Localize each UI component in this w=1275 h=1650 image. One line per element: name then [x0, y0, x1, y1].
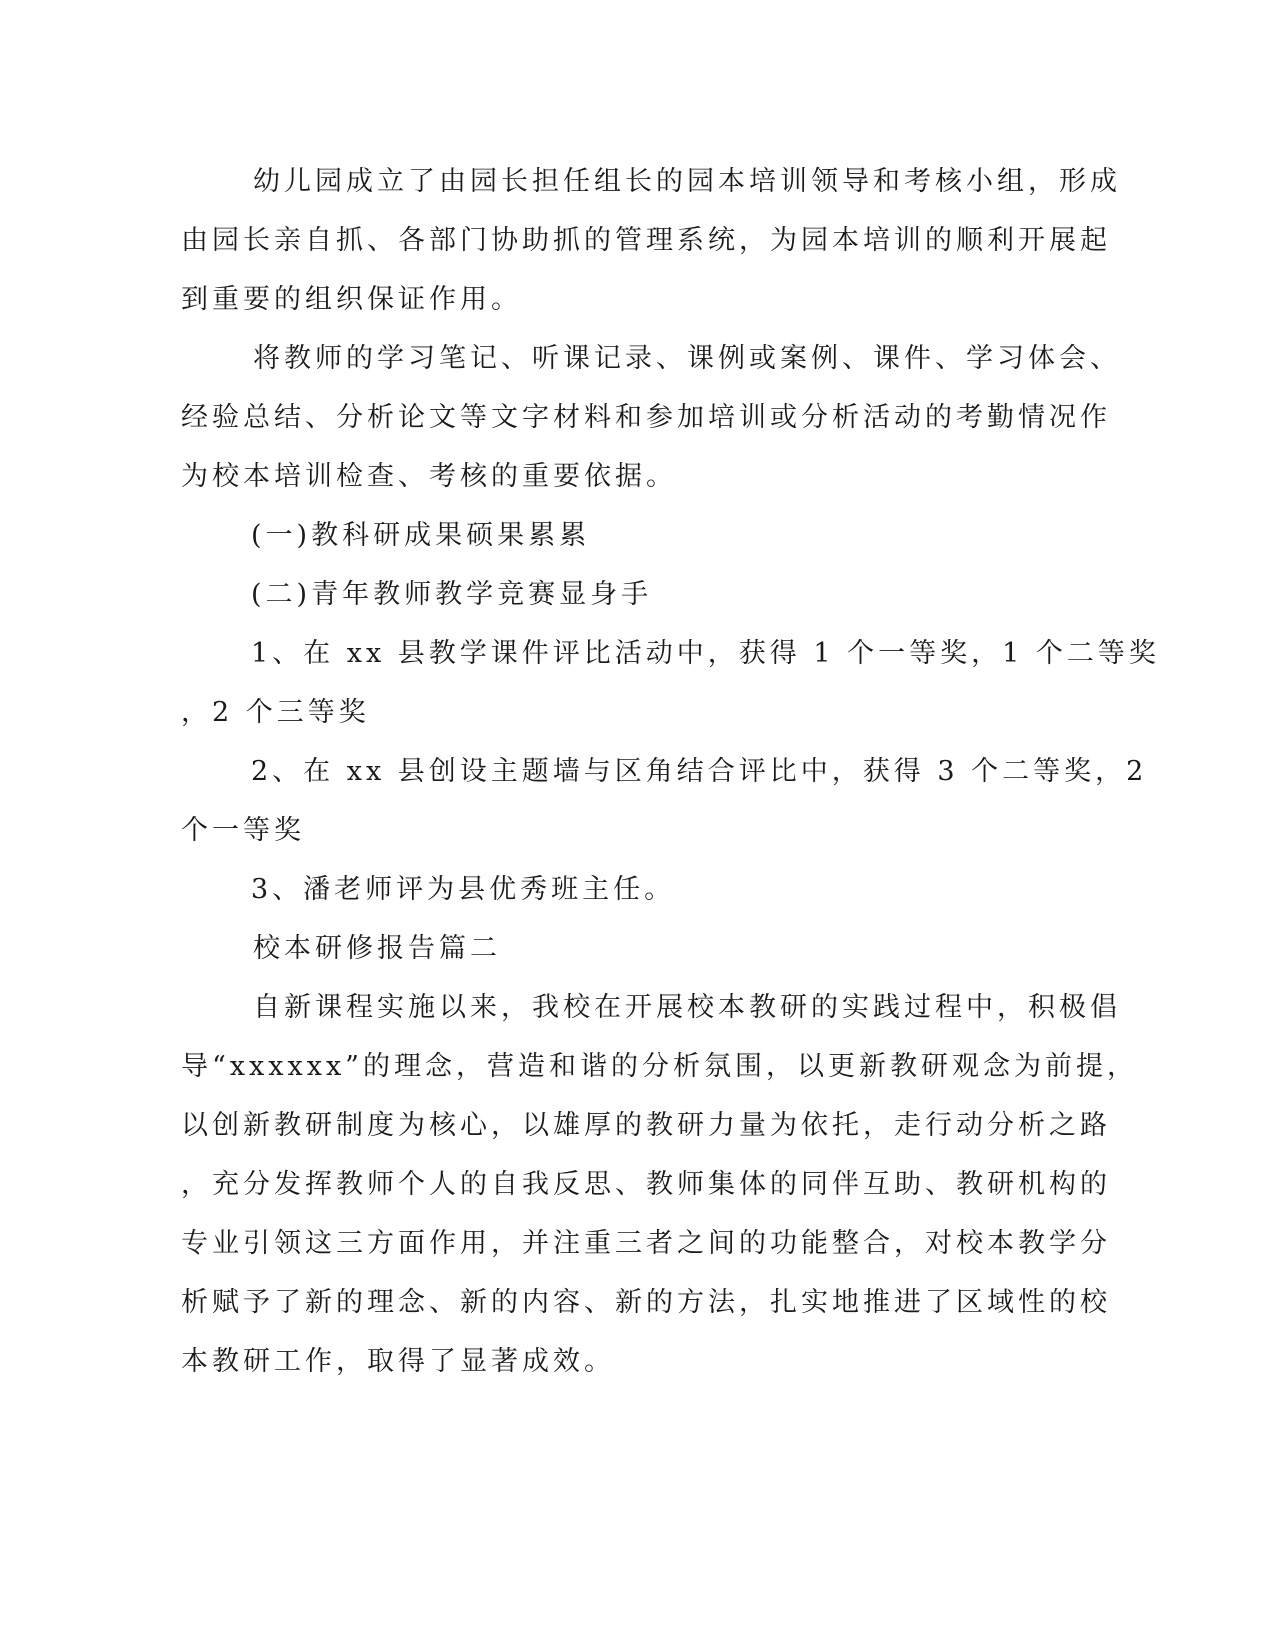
section-heading-1: (一)教科研成果硕果累累: [251, 520, 591, 551]
paragraph-1-line-3: 到重要的组织保证作用。: [181, 284, 522, 315]
section-heading-2: (二)青年教师教学竞赛显身手: [251, 579, 653, 610]
paragraph-3-line-2: 导“xxxxxx”的理念，营造和谐的分析氛围，以更新教研观念为前提，: [181, 1051, 1138, 1082]
paragraph-3-line-4: ，充分发挥教师个人的自我反思、教师集体的同伴互助、教研机构的: [181, 1169, 1111, 1200]
paragraph-3-line-3: 以创新教研制度为核心，以雄厚的教研力量为依托，走行动分析之路: [181, 1110, 1111, 1141]
paragraph-2-line-3: 为校本培训检查、考核的重要依据。: [181, 461, 677, 492]
paragraph-3-line-5: 专业引领这三方面作用，并注重三者之间的功能整合，对校本教学分: [181, 1228, 1111, 1259]
paragraph-3-line-1: 自新课程实施以来，我校在开展校本教研的实践过程中，积极倡: [253, 992, 1121, 1023]
list-item-2-line-2: 个一等奖: [181, 815, 305, 846]
paragraph-1-line-2: 由园长亲自抓、各部门协助抓的管理系统，为园本培训的顺利开展起: [181, 225, 1111, 256]
list-item-3: 3、潘老师评为县优秀班主任。: [251, 874, 676, 905]
paragraph-3-line-6: 析赋予了新的理念、新的内容、新的方法，扎实地推进了区域性的校: [181, 1287, 1111, 1318]
report-heading-part-two: 校本研修报告篇二: [253, 933, 501, 964]
paragraph-1-line-1: 幼儿园成立了由园长担任组长的园本培训领导和考核小组，形成: [253, 166, 1121, 197]
paragraph-3-line-7: 本教研工作，取得了显著成效。: [181, 1346, 615, 1377]
list-item-1-line-2: ，2 个三等奖: [181, 697, 370, 728]
list-item-1-line-1: 1、在 xx 县教学课件评比活动中，获得 1 个一等奖，1 个二等奖: [251, 638, 1160, 669]
list-item-2-line-1: 2、在 xx 县创设主题墙与区角结合评比中，获得 3 个二等奖，2: [251, 756, 1148, 787]
paragraph-2-line-2: 经验总结、分析论文等文字材料和参加培训或分析活动的考勤情况作: [181, 402, 1111, 433]
paragraph-2-line-1: 将教师的学习笔记、听课记录、课例或案例、课件、学习体会、: [253, 343, 1121, 374]
